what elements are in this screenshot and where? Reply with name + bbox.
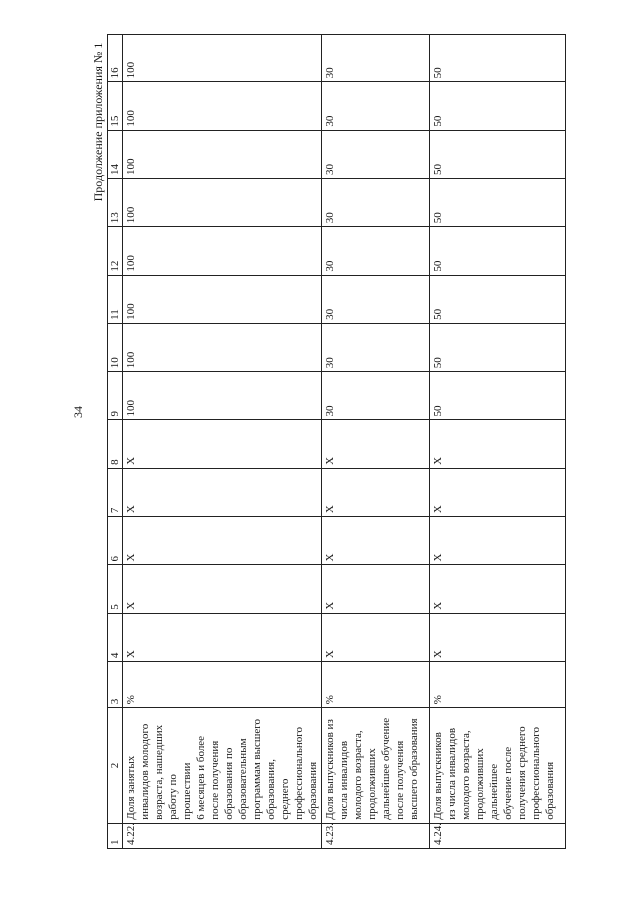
value-cell: 100 (123, 130, 322, 178)
value-cell: X (430, 565, 566, 613)
value-cell: 50 (430, 275, 566, 323)
column-number-row (108, 35, 123, 849)
value-cell: X (322, 468, 430, 516)
table-row (123, 35, 322, 849)
appendix-note: Продолжение приложения № 1 (91, 42, 105, 202)
value-cell: 100 (123, 323, 322, 371)
value-cell: X (430, 613, 566, 661)
value-cell: X (123, 420, 322, 468)
page-number: 34 (71, 406, 85, 418)
value-cell: 30 (322, 130, 430, 178)
value-cell: 50 (430, 82, 566, 130)
column-number: 5 (108, 565, 123, 613)
value-cell: 50 (430, 323, 566, 371)
value-cell: X (123, 517, 322, 565)
value-cell: 100 (123, 178, 322, 226)
column-number: 13 (108, 178, 123, 226)
value-cell: X (322, 517, 430, 565)
indicator-table-rotated (107, 34, 582, 849)
column-number: 14 (108, 130, 123, 178)
row-number: 4.22. (123, 823, 322, 848)
value-cell: 30 (322, 35, 430, 82)
value-cell: X (430, 468, 566, 516)
column-number: 11 (108, 275, 123, 323)
value-cell: 30 (322, 178, 430, 226)
value-cell: 30 (322, 275, 430, 323)
unit-cell: % (322, 662, 430, 708)
indicator-description: Доля занятых инвалидов молодого возраста, нашедших работу по прошествии 6 месяцев и более после получения образования по образовательным программам высшего образования, среднего профессионального образования (123, 708, 322, 824)
value-cell: X (430, 420, 566, 468)
value-cell: 100 (123, 372, 322, 420)
value-cell: 50 (430, 130, 566, 178)
value-cell: 50 (430, 35, 566, 82)
unit-cell: % (430, 662, 566, 708)
table-row (430, 35, 566, 849)
value-cell: 50 (430, 372, 566, 420)
value-cell: 50 (430, 178, 566, 226)
value-cell: 30 (322, 323, 430, 371)
row-number: 4.23. (322, 823, 430, 848)
value-cell: X (322, 613, 430, 661)
column-number: 15 (108, 82, 123, 130)
value-cell: 50 (430, 227, 566, 275)
indicator-table (107, 34, 566, 849)
value-cell: 30 (322, 227, 430, 275)
column-number: 9 (108, 372, 123, 420)
column-number: 4 (108, 613, 123, 661)
row-number: 4.24. (430, 823, 566, 848)
column-number: 2 (108, 708, 123, 824)
table-row (322, 35, 430, 849)
value-cell: 100 (123, 275, 322, 323)
column-number: 3 (108, 662, 123, 708)
value-cell: X (123, 565, 322, 613)
value-cell: 100 (123, 227, 322, 275)
value-cell: X (430, 517, 566, 565)
value-cell: X (322, 420, 430, 468)
unit-cell: % (123, 662, 322, 708)
column-number: 16 (108, 35, 123, 82)
value-cell: X (123, 613, 322, 661)
value-cell: 100 (123, 35, 322, 82)
indicator-description: Доля выпускников из числа инвалидов молодого возраста, продолживших дальнейшее обучение после получения высшего образования (322, 708, 430, 824)
value-cell: X (322, 565, 430, 613)
value-cell: 30 (322, 82, 430, 130)
indicator-description: Доля выпускников из числа инвалидов молодого возраста, продолживших дальнейшее обучение после получения среднего профессионального образования (430, 708, 566, 824)
column-number: 10 (108, 323, 123, 371)
column-number: 6 (108, 517, 123, 565)
value-cell: X (123, 468, 322, 516)
column-number: 8 (108, 420, 123, 468)
column-number: 12 (108, 227, 123, 275)
value-cell: 30 (322, 372, 430, 420)
column-number: 1 (108, 823, 123, 848)
value-cell: 100 (123, 82, 322, 130)
column-number: 7 (108, 468, 123, 516)
